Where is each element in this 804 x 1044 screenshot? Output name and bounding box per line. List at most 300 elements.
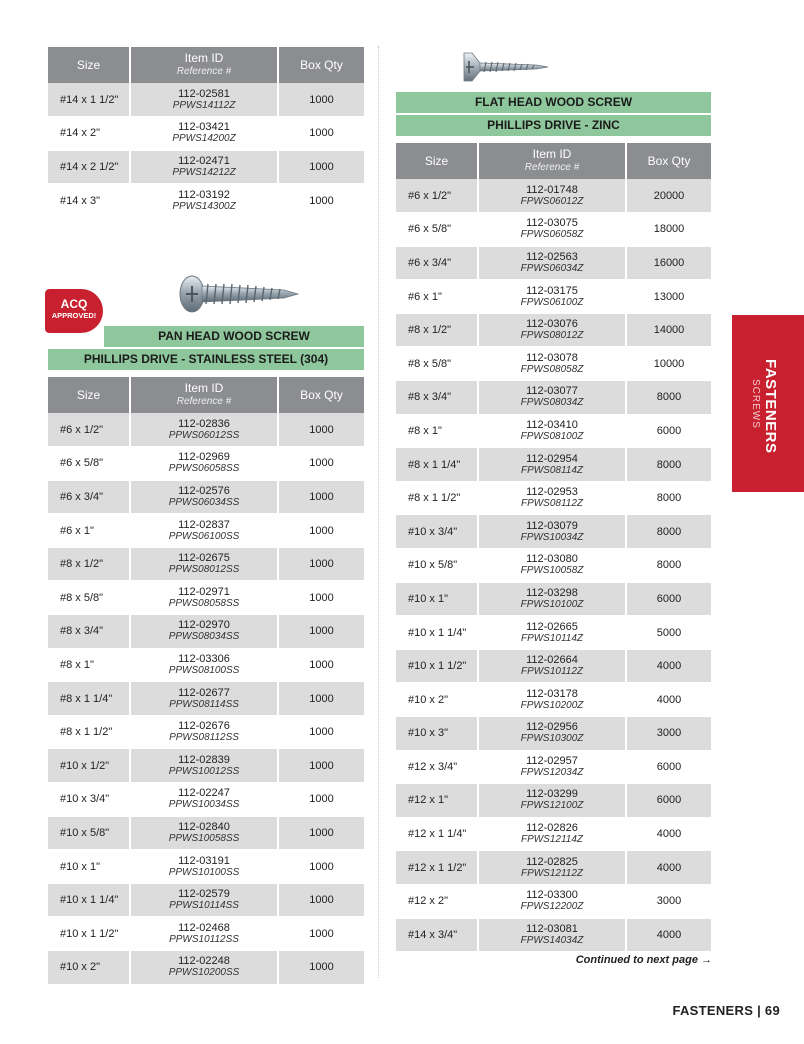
reference-number: PPWS10200SS bbox=[168, 967, 240, 979]
table-row bbox=[48, 184, 364, 218]
reference-number: PPWS10034SS bbox=[168, 799, 240, 811]
size-cell: #8 x 1 1/4" bbox=[396, 448, 478, 482]
item-id-cell bbox=[130, 413, 278, 447]
table-row bbox=[396, 717, 711, 751]
top-table-block bbox=[48, 47, 364, 218]
box-qty-cell: 10000 bbox=[626, 347, 711, 381]
table-row bbox=[396, 616, 711, 650]
item-id-cell bbox=[478, 683, 626, 717]
table-header-row bbox=[48, 377, 364, 413]
reference-number: FPWS08012Z bbox=[520, 330, 584, 342]
box-qty-cell: 18000 bbox=[626, 213, 711, 247]
item-id: 112-02247 bbox=[178, 787, 230, 800]
reference-number: PPWS06012SS bbox=[168, 429, 240, 441]
item-id-cell bbox=[130, 447, 278, 481]
item-id: 112-03410 bbox=[526, 418, 578, 431]
reference-number: FPWS10300Z bbox=[520, 733, 584, 745]
size-cell: #12 x 2" bbox=[396, 884, 478, 918]
item-id-cell bbox=[478, 582, 626, 616]
item-id: 112-03421 bbox=[178, 121, 230, 134]
item-id: 112-03076 bbox=[526, 318, 578, 331]
size-header: Size bbox=[396, 143, 478, 179]
item-id: 112-02956 bbox=[526, 721, 578, 734]
item-id-cell bbox=[478, 313, 626, 347]
item-id: 112-03306 bbox=[178, 652, 230, 665]
size-cell: #6 x 5/8" bbox=[396, 213, 478, 247]
reference-number: PPWS14200Z bbox=[172, 133, 236, 145]
size-cell: #6 x 1" bbox=[396, 280, 478, 314]
flat-head-screw-image bbox=[458, 50, 550, 84]
item-id-cell bbox=[130, 83, 278, 117]
table-row bbox=[48, 715, 364, 749]
item-id-cell bbox=[130, 117, 278, 151]
box-qty-cell: 1000 bbox=[278, 883, 364, 917]
item-id: 112-02675 bbox=[178, 552, 230, 565]
reference-number: PPWS08058SS bbox=[168, 597, 240, 609]
box-qty-cell: 8000 bbox=[626, 549, 711, 583]
box-qty-cell: 1000 bbox=[278, 413, 364, 447]
box-qty-cell: 1000 bbox=[278, 117, 364, 151]
reference-number: PPWS10058SS bbox=[168, 832, 240, 844]
box-qty-cell: 4000 bbox=[626, 851, 711, 885]
size-cell: #10 x 1 1/2" bbox=[48, 917, 130, 951]
item-id-cell bbox=[130, 150, 278, 184]
item-id: 112-03075 bbox=[526, 217, 578, 230]
item-id: 112-03299 bbox=[526, 788, 578, 801]
table-row bbox=[396, 414, 711, 448]
item-id-cell bbox=[478, 784, 626, 818]
item-id: 112-02676 bbox=[178, 720, 230, 733]
item-id: 112-03298 bbox=[526, 586, 578, 599]
item-id-cell bbox=[478, 884, 626, 918]
reference-number: PPWS10100SS bbox=[168, 866, 240, 878]
size-cell: #8 x 1 1/2" bbox=[396, 481, 478, 515]
item-id-header-label: Item ID bbox=[532, 147, 572, 161]
item-id-header-label: Item ID bbox=[184, 381, 224, 395]
flat-head-table-body bbox=[396, 179, 711, 952]
table-row bbox=[48, 682, 364, 716]
reference-number: PPWS10112SS bbox=[169, 933, 239, 945]
box-qty-cell: 8000 bbox=[626, 481, 711, 515]
size-cell: #6 x 1/2" bbox=[48, 413, 130, 447]
table-row bbox=[396, 817, 711, 851]
reference-number: PPWS08114SS bbox=[169, 698, 239, 710]
table-row bbox=[48, 816, 364, 850]
item-id: 112-03080 bbox=[526, 553, 578, 566]
size-cell: #12 x 1 1/2" bbox=[396, 851, 478, 885]
reference-number: FPWS08034Z bbox=[520, 397, 584, 409]
item-id-cell bbox=[478, 515, 626, 549]
reference-number: PPWS06058SS bbox=[168, 463, 240, 475]
item-id: 112-02971 bbox=[178, 585, 230, 598]
item-id-cell bbox=[478, 481, 626, 515]
size-cell: #8 x 5/8" bbox=[396, 347, 478, 381]
item-id-cell bbox=[478, 213, 626, 247]
size-cell: #10 x 5/8" bbox=[396, 549, 478, 583]
flat-head-spec-table bbox=[396, 143, 711, 952]
item-id: 112-02957 bbox=[526, 754, 578, 767]
size-cell: #14 x 1 1/2" bbox=[48, 83, 130, 117]
table-row bbox=[48, 514, 364, 548]
size-cell: #10 x 3/4" bbox=[48, 783, 130, 817]
reference-number: PPWS06034SS bbox=[168, 496, 240, 508]
reference-number: FPWS12200Z bbox=[520, 901, 584, 913]
size-header: Size bbox=[48, 47, 130, 83]
table-row bbox=[396, 750, 711, 784]
reference-number: PPWS14300Z bbox=[172, 200, 236, 212]
item-id-cell bbox=[130, 615, 278, 649]
box-qty-cell: 4000 bbox=[626, 683, 711, 717]
size-cell: #6 x 3/4" bbox=[396, 246, 478, 280]
item-id: 112-03079 bbox=[526, 519, 578, 532]
pan-head-title: PAN HEAD WOOD SCREW bbox=[104, 326, 364, 347]
item-id: 112-02563 bbox=[526, 250, 578, 263]
reference-number: FPWS10058Z bbox=[520, 565, 584, 577]
acq-badge-line2: APPROVED! bbox=[51, 311, 97, 320]
box-qty-cell: 1000 bbox=[278, 917, 364, 951]
item-id: 112-02954 bbox=[526, 452, 578, 465]
item-id: 112-02576 bbox=[178, 484, 230, 497]
top-spec-table bbox=[48, 47, 364, 218]
box-qty-cell: 1000 bbox=[278, 547, 364, 581]
item-id: 112-03078 bbox=[526, 351, 578, 364]
item-id: 112-02248 bbox=[178, 955, 230, 968]
table-header-row bbox=[396, 143, 711, 179]
table-row bbox=[396, 481, 711, 515]
box-qty-cell: 1000 bbox=[278, 480, 364, 514]
table-row bbox=[396, 918, 711, 952]
table-row bbox=[48, 117, 364, 151]
box-qty-cell: 4000 bbox=[626, 918, 711, 952]
item-id-cell bbox=[130, 514, 278, 548]
section-side-tab[interactable] bbox=[732, 315, 804, 492]
size-cell: #14 x 3/4" bbox=[396, 918, 478, 952]
box-qty-cell: 3000 bbox=[626, 717, 711, 751]
reference-number: PPWS08012SS bbox=[168, 564, 240, 576]
item-id: 112-01748 bbox=[526, 183, 578, 196]
item-id-cell bbox=[478, 918, 626, 952]
reference-number: FPWS08100Z bbox=[520, 430, 584, 442]
side-tab-subtitle: SCREWS bbox=[750, 379, 761, 429]
size-cell: #10 x 3/4" bbox=[396, 515, 478, 549]
size-cell: #14 x 2" bbox=[48, 117, 130, 151]
pan-head-spec-table bbox=[48, 377, 364, 985]
item-id: 112-03192 bbox=[178, 188, 230, 201]
item-id-cell bbox=[130, 883, 278, 917]
box-qty-cell: 1000 bbox=[278, 816, 364, 850]
size-cell: #6 x 5/8" bbox=[48, 447, 130, 481]
box-qty-cell: 1000 bbox=[278, 184, 364, 218]
table-row bbox=[396, 246, 711, 280]
reference-number: FPWS10034Z bbox=[520, 531, 584, 543]
size-cell: #10 x 1" bbox=[396, 582, 478, 616]
reference-number: FPWS08058Z bbox=[520, 363, 584, 375]
table-row bbox=[48, 150, 364, 184]
box-qty-cell: 1000 bbox=[278, 150, 364, 184]
reference-number: FPWS12034Z bbox=[520, 766, 584, 778]
size-cell: #8 x 3/4" bbox=[48, 615, 130, 649]
reference-number: FPWS06058Z bbox=[520, 229, 584, 241]
box-qty-cell: 6000 bbox=[626, 414, 711, 448]
table-row bbox=[396, 549, 711, 583]
reference-number: FPWS10100Z bbox=[520, 598, 584, 610]
item-id: 112-02826 bbox=[526, 822, 578, 835]
table-row bbox=[396, 213, 711, 247]
reference-number: PPWS10012SS bbox=[168, 765, 240, 777]
reference-number: FPWS06100Z bbox=[520, 296, 584, 308]
table-row bbox=[396, 582, 711, 616]
table-row bbox=[48, 615, 364, 649]
box-qty-cell: 8000 bbox=[626, 448, 711, 482]
item-id: 112-02839 bbox=[178, 753, 230, 766]
item-id: 112-02468 bbox=[178, 921, 230, 934]
item-id-cell bbox=[130, 783, 278, 817]
reference-header-label: Reference # bbox=[176, 396, 232, 407]
box-qty-header: Box Qty bbox=[278, 47, 364, 83]
item-id-cell bbox=[478, 649, 626, 683]
reference-number: FPWS10114Z bbox=[520, 632, 584, 644]
size-cell: #8 x 5/8" bbox=[48, 581, 130, 615]
top-table-body bbox=[48, 83, 364, 217]
box-qty-cell: 1000 bbox=[278, 850, 364, 884]
continued-note: Continued to next page → bbox=[575, 954, 712, 966]
reference-number: PPWS06100SS bbox=[168, 530, 240, 542]
size-cell: #8 x 1 1/4" bbox=[48, 682, 130, 716]
box-qty-header: Box Qty bbox=[278, 377, 364, 413]
reference-number: FPWS12112Z bbox=[520, 867, 584, 879]
reference-number: FPWS12100Z bbox=[520, 800, 584, 812]
table-row bbox=[396, 280, 711, 314]
item-id: 112-03081 bbox=[526, 922, 578, 935]
box-qty-cell: 1000 bbox=[278, 83, 364, 117]
reference-number: FPWS12114Z bbox=[520, 834, 584, 846]
reference-number: PPWS08112SS bbox=[169, 732, 239, 744]
item-id: 112-03191 bbox=[178, 854, 230, 867]
item-id-cell bbox=[478, 381, 626, 415]
table-row bbox=[48, 951, 364, 985]
table-row bbox=[48, 648, 364, 682]
item-id-cell bbox=[478, 179, 626, 213]
item-id-cell bbox=[478, 616, 626, 650]
item-id-header bbox=[130, 377, 278, 413]
box-qty-cell: 3000 bbox=[626, 884, 711, 918]
table-row bbox=[48, 413, 364, 447]
item-id: 112-03178 bbox=[526, 687, 578, 700]
item-id-cell bbox=[478, 817, 626, 851]
item-id-cell bbox=[478, 280, 626, 314]
item-id-cell bbox=[478, 448, 626, 482]
item-id: 112-02970 bbox=[178, 619, 230, 632]
box-qty-cell: 13000 bbox=[626, 280, 711, 314]
table-row bbox=[48, 83, 364, 117]
size-cell: #14 x 2 1/2" bbox=[48, 150, 130, 184]
size-cell: #10 x 1/2" bbox=[48, 749, 130, 783]
box-qty-cell: 8000 bbox=[626, 381, 711, 415]
size-cell: #12 x 1 1/4" bbox=[396, 817, 478, 851]
item-id: 112-02840 bbox=[178, 820, 230, 833]
size-cell: #8 x 1" bbox=[396, 414, 478, 448]
box-qty-cell: 20000 bbox=[626, 179, 711, 213]
reference-number: FPWS10112Z bbox=[520, 666, 584, 678]
item-id-cell bbox=[130, 581, 278, 615]
box-qty-cell: 8000 bbox=[626, 515, 711, 549]
reference-number: FPWS14034Z bbox=[520, 934, 584, 946]
reference-number: FPWS06012Z bbox=[520, 195, 584, 207]
item-id: 112-02677 bbox=[178, 686, 230, 699]
item-id: 112-02665 bbox=[526, 620, 578, 633]
acq-badge-line1: ACQ bbox=[60, 297, 88, 311]
size-cell: #8 x 1" bbox=[48, 648, 130, 682]
item-id-cell bbox=[130, 648, 278, 682]
item-id-cell bbox=[478, 717, 626, 751]
size-cell: #10 x 1 1/2" bbox=[396, 649, 478, 683]
item-id-cell bbox=[130, 547, 278, 581]
table-row bbox=[396, 683, 711, 717]
item-id-cell bbox=[130, 850, 278, 884]
box-qty-cell: 4000 bbox=[626, 649, 711, 683]
item-id: 112-02953 bbox=[526, 486, 578, 499]
box-qty-cell: 1000 bbox=[278, 749, 364, 783]
table-row bbox=[48, 480, 364, 514]
table-row bbox=[48, 547, 364, 581]
size-cell: #10 x 1 1/4" bbox=[396, 616, 478, 650]
item-id-cell bbox=[478, 750, 626, 784]
box-qty-cell: 4000 bbox=[626, 817, 711, 851]
item-id-header bbox=[130, 47, 278, 83]
reference-number: PPWS14112Z bbox=[172, 99, 236, 111]
table-row bbox=[396, 515, 711, 549]
table-row bbox=[48, 917, 364, 951]
size-cell: #10 x 1 1/4" bbox=[48, 883, 130, 917]
box-qty-cell: 1000 bbox=[278, 514, 364, 548]
flat-head-section bbox=[396, 92, 711, 952]
box-qty-cell: 5000 bbox=[626, 616, 711, 650]
table-row bbox=[396, 313, 711, 347]
item-id: 112-02825 bbox=[526, 855, 578, 868]
box-qty-cell: 16000 bbox=[626, 246, 711, 280]
table-row bbox=[48, 783, 364, 817]
flat-head-title: FLAT HEAD WOOD SCREW bbox=[396, 92, 711, 113]
item-id-header bbox=[478, 143, 626, 179]
reference-number: FPWS08112Z bbox=[520, 498, 584, 510]
size-cell: #6 x 3/4" bbox=[48, 480, 130, 514]
pan-head-section bbox=[48, 326, 364, 985]
item-id: 112-02969 bbox=[178, 451, 230, 464]
table-row bbox=[396, 851, 711, 885]
item-id: 112-02579 bbox=[178, 888, 230, 901]
pan-head-table-body bbox=[48, 413, 364, 984]
reference-header-label: Reference # bbox=[176, 66, 232, 77]
box-qty-cell: 1000 bbox=[278, 715, 364, 749]
size-cell: #8 x 1/2" bbox=[48, 547, 130, 581]
box-qty-cell: 1000 bbox=[278, 783, 364, 817]
box-qty-cell: 1000 bbox=[278, 615, 364, 649]
size-cell: #10 x 1" bbox=[48, 850, 130, 884]
size-cell: #8 x 3/4" bbox=[396, 381, 478, 415]
item-id: 112-03175 bbox=[526, 284, 578, 297]
pan-head-screw-image bbox=[176, 270, 300, 314]
item-id-cell bbox=[478, 246, 626, 280]
reference-number: PPWS14212Z bbox=[172, 166, 236, 178]
box-qty-cell: 1000 bbox=[278, 682, 364, 716]
item-id-cell bbox=[478, 549, 626, 583]
box-qty-cell: 6000 bbox=[626, 784, 711, 818]
table-header-row bbox=[48, 47, 364, 83]
table-row bbox=[396, 347, 711, 381]
item-id-cell bbox=[478, 851, 626, 885]
reference-number: FPWS08114Z bbox=[520, 464, 584, 476]
reference-number: FPWS10200Z bbox=[520, 699, 584, 711]
table-row bbox=[396, 179, 711, 213]
item-id-cell bbox=[130, 682, 278, 716]
box-qty-cell: 6000 bbox=[626, 582, 711, 616]
box-qty-cell: 1000 bbox=[278, 447, 364, 481]
reference-number: PPWS08034SS bbox=[168, 631, 240, 643]
size-cell: #6 x 1/2" bbox=[396, 179, 478, 213]
reference-number: PPWS10114SS bbox=[169, 900, 239, 912]
item-id: 112-02837 bbox=[178, 518, 230, 531]
box-qty-cell: 6000 bbox=[626, 750, 711, 784]
table-row bbox=[396, 884, 711, 918]
side-tab-title: FASTENERS bbox=[762, 359, 779, 454]
box-qty-header: Box Qty bbox=[626, 143, 711, 179]
size-cell: #12 x 1" bbox=[396, 784, 478, 818]
size-header: Size bbox=[48, 377, 130, 413]
size-cell: #8 x 1 1/2" bbox=[48, 715, 130, 749]
box-qty-cell: 14000 bbox=[626, 313, 711, 347]
column-divider bbox=[378, 46, 379, 978]
table-row bbox=[396, 381, 711, 415]
box-qty-cell: 1000 bbox=[278, 648, 364, 682]
item-id-cell bbox=[130, 951, 278, 985]
item-id: 112-02664 bbox=[526, 654, 578, 667]
item-id: 112-02471 bbox=[178, 154, 230, 167]
size-cell: #14 x 3" bbox=[48, 184, 130, 218]
item-id: 112-02581 bbox=[178, 87, 230, 100]
size-cell: #10 x 3" bbox=[396, 717, 478, 751]
reference-header-label: Reference # bbox=[524, 162, 580, 173]
item-id-cell bbox=[130, 816, 278, 850]
pan-head-subtitle: PHILLIPS DRIVE - STAINLESS STEEL (304) bbox=[48, 349, 364, 370]
item-id-header-label: Item ID bbox=[184, 51, 224, 65]
table-row bbox=[48, 883, 364, 917]
item-id-cell bbox=[130, 917, 278, 951]
item-id: 112-02836 bbox=[178, 417, 230, 430]
size-cell: #10 x 2" bbox=[396, 683, 478, 717]
size-cell: #12 x 3/4" bbox=[396, 750, 478, 784]
table-row bbox=[396, 448, 711, 482]
table-row bbox=[396, 649, 711, 683]
size-cell: #6 x 1" bbox=[48, 514, 130, 548]
table-row bbox=[48, 850, 364, 884]
reference-number: PPWS08100SS bbox=[168, 664, 240, 676]
size-cell: #10 x 2" bbox=[48, 951, 130, 985]
size-cell: #10 x 5/8" bbox=[48, 816, 130, 850]
item-id-cell bbox=[478, 347, 626, 381]
table-row bbox=[396, 784, 711, 818]
box-qty-cell: 1000 bbox=[278, 951, 364, 985]
item-id-cell bbox=[130, 715, 278, 749]
item-id-cell bbox=[130, 184, 278, 218]
flat-head-subtitle: PHILLIPS DRIVE - ZINC bbox=[396, 115, 711, 136]
size-cell: #8 x 1/2" bbox=[396, 313, 478, 347]
reference-number: FPWS06034Z bbox=[520, 262, 584, 274]
table-row bbox=[48, 581, 364, 615]
item-id: 112-03077 bbox=[526, 385, 578, 398]
item-id: 112-03300 bbox=[526, 889, 578, 902]
page-footer: FASTENERS | 69 bbox=[672, 1003, 780, 1018]
box-qty-cell: 1000 bbox=[278, 581, 364, 615]
